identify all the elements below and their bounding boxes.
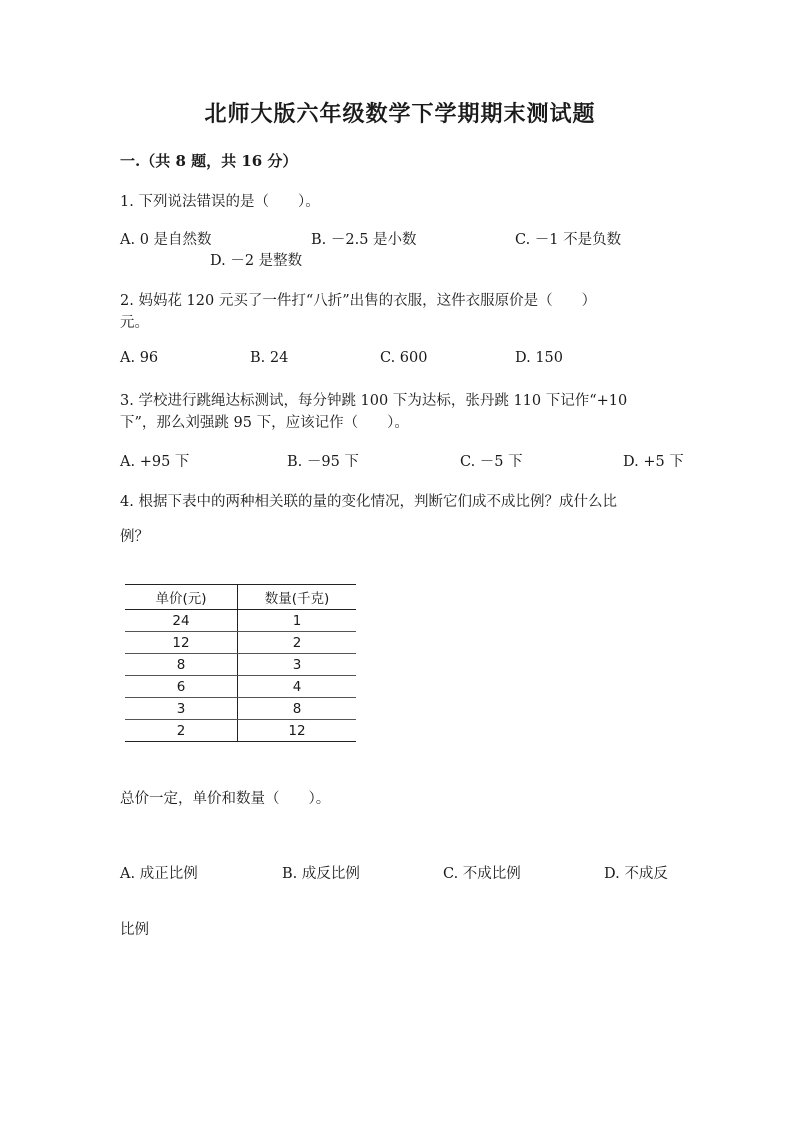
question-2-text-line1: 2. 妈妈花 120 元买了一件打“八折”出售的衣服，这件衣服原价是（ ） bbox=[120, 293, 597, 309]
question-1-option-b: B. －2.5 是小数 bbox=[311, 232, 417, 248]
table-header-quantity: 数量(千克) bbox=[238, 585, 357, 610]
question-1-option-a: A. 0 是自然数 bbox=[120, 232, 212, 248]
table-header-unit-price: 单价(元) bbox=[125, 585, 238, 610]
page-title: 北师大版六年级数学下学期期末测试题 bbox=[204, 101, 596, 127]
table-row bbox=[125, 720, 356, 742]
question-3-option-c: C. －5 下 bbox=[460, 454, 523, 470]
table-cell-quantity: 8 bbox=[238, 698, 357, 720]
table-row bbox=[125, 698, 356, 720]
table-cell-unit-price: 2 bbox=[125, 720, 238, 742]
question-2-option-c: C. 600 bbox=[380, 350, 428, 366]
question-4-prompt: 总价一定，单价和数量（ ）。 bbox=[120, 791, 331, 807]
question-3-text-line2: 下”，那么刘强跳 95 下，应该记作（ ）。 bbox=[120, 415, 409, 431]
question-4-option-d-wrap: 比例 bbox=[120, 922, 149, 938]
question-3-option-b: B. －95 下 bbox=[287, 454, 359, 470]
question-2-text-line2: 元。 bbox=[120, 315, 149, 331]
table-row bbox=[125, 610, 356, 632]
table-cell-quantity: 3 bbox=[238, 654, 357, 676]
question-3-option-d: D. +5 下 bbox=[623, 454, 684, 470]
question-1-option-c: C. －1 不是负数 bbox=[515, 232, 622, 248]
table-row bbox=[125, 632, 356, 654]
question-4-text-line2: 例？ bbox=[120, 529, 149, 545]
question-2-option-d: D. 150 bbox=[515, 350, 564, 366]
table-cell-quantity: 2 bbox=[238, 632, 357, 654]
table-cell-unit-price: 3 bbox=[125, 698, 238, 720]
table-cell-quantity: 12 bbox=[238, 720, 357, 742]
table-cell-unit-price: 24 bbox=[125, 610, 238, 632]
table-cell-unit-price: 12 bbox=[125, 632, 238, 654]
question-1-text: 1. 下列说法错误的是（ ）。 bbox=[120, 194, 320, 210]
table-cell-unit-price: 6 bbox=[125, 676, 238, 698]
question-4-option-c: C. 不成比例 bbox=[443, 866, 521, 882]
question-2-option-a: A. 96 bbox=[120, 350, 159, 366]
table-cell-unit-price: 8 bbox=[125, 654, 238, 676]
question-4-option-d: D. 不成反 bbox=[604, 866, 668, 882]
question-3-option-a: A. +95 下 bbox=[120, 454, 190, 470]
table-row bbox=[125, 676, 356, 698]
table-header-row bbox=[125, 585, 356, 610]
question-2-option-b: B. 24 bbox=[250, 350, 289, 366]
question-4-option-a: A. 成正比例 bbox=[120, 866, 198, 882]
table-cell-quantity: 4 bbox=[238, 676, 357, 698]
question-1-option-d: D. －2 是整数 bbox=[210, 253, 303, 269]
question-4-option-b: B. 成反比例 bbox=[282, 866, 360, 882]
price-quantity-table bbox=[125, 584, 356, 742]
table-row bbox=[125, 654, 356, 676]
table-cell-quantity: 1 bbox=[238, 610, 357, 632]
question-4-text-line1: 4. 根据下表中的两种相关联的量的变化情况，判断它们成不成比例？成什么比 bbox=[120, 494, 617, 510]
question-3-text-line1: 3. 学校进行跳绳达标测试，每分钟跳 100 下为达标，张丹跳 110 下记作“+10 bbox=[120, 393, 628, 409]
section-heading: 一.（共 8 题，共 16 分） bbox=[120, 152, 298, 170]
